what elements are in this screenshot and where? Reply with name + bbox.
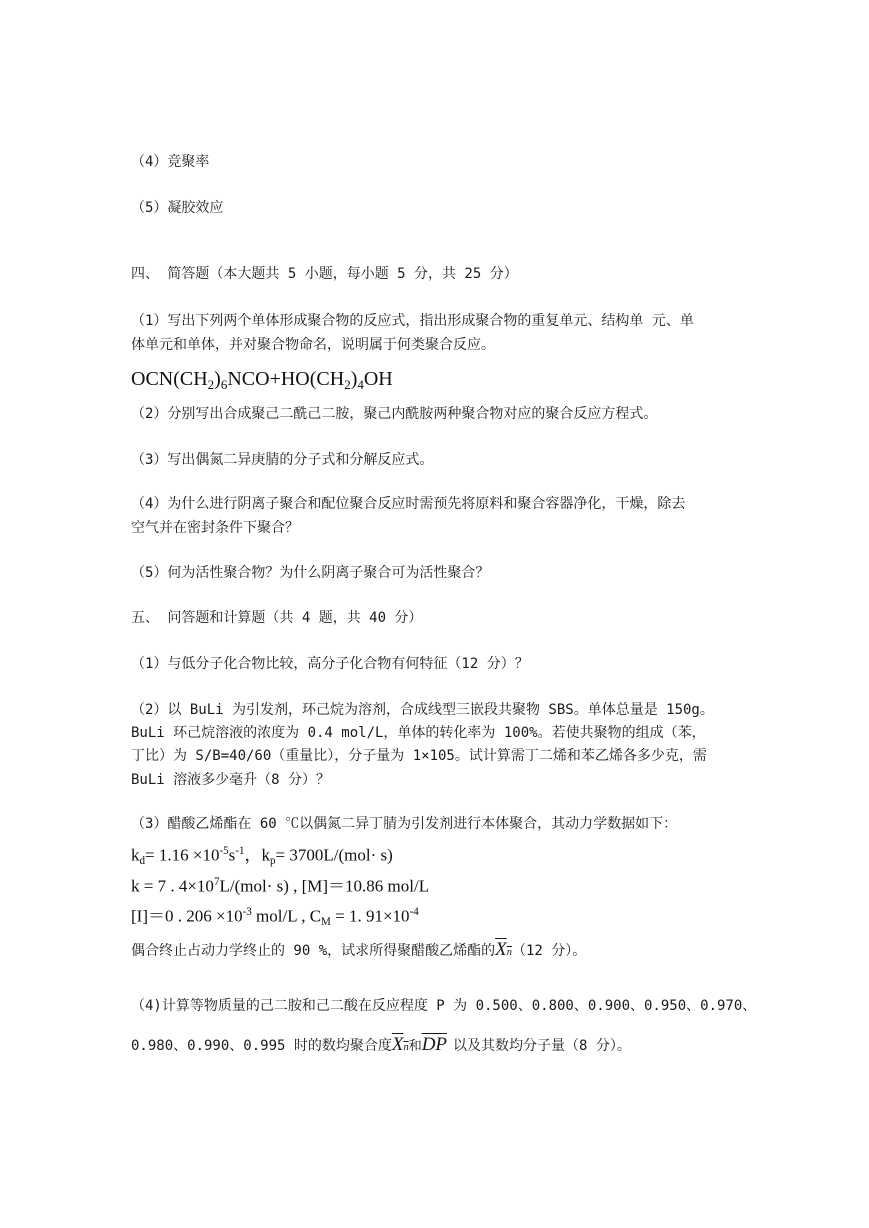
xn-symbol: Xn bbox=[495, 939, 512, 960]
problem-2-line3: 丁比）为 S/B=40/60（重量比），分子量为 1×105。试计算需丁二烯和苯乙烯各多少克，需 bbox=[131, 748, 707, 764]
problem-3-end: 偶合终止占动力学终止的 90 %，试求所得聚醋酸乙烯酯的Xn（12 分）。 bbox=[131, 939, 587, 960]
short-answer-q4-line1: （4）为什么进行阴离子聚合和配位聚合反应时需预先将原料和聚合容器净化，干燥，除去 bbox=[131, 496, 686, 512]
problem-4-line1: （4)计算等物质量的己二胺和己二酸在反应程度 P 为 0.500、0.800、0.900、0.950、0.970、 bbox=[131, 998, 757, 1014]
short-answer-q2: （2）分别写出合成聚己二酰己二胺，聚己内酰胺两种聚合物对应的聚合反应方程式。 bbox=[131, 406, 658, 422]
monomer-formula: $OCN(CH_2)_6NCO+HO(CH_2)_4OH$ bbox=[131, 368, 393, 392]
kinetic-data-k-m: k = 7 . $4\times 10^7L/(mol\cdot s)$ , [M]＝10.86 mol/L bbox=[131, 876, 430, 896]
section-5-title: 五、 问答题和计算题（共 4 题，共 40 分） bbox=[131, 610, 423, 626]
xn-symbol: Xn bbox=[391, 1034, 409, 1055]
kinetic-data-i-cm: [I]＝0 . $206 \times 10^{-3}$ mol/L , $C_M = 1$. $91\times 10^{-4}$ bbox=[131, 906, 419, 928]
problem-2-line1: （2）以 BuLi 为引发剂，环己烷为溶剂，合成线型三嵌段共聚物 SBS。单体总量是 150g。 bbox=[131, 702, 714, 718]
short-answer-q3: （3）写出偶氮二异庚腈的分子式和分解反应式。 bbox=[131, 452, 434, 468]
problem-3-line1: （3）醋酸乙烯酯在 60 ℃以偶氮二异丁腈为引发剂进行本体聚合，其动力学数据如下： bbox=[131, 816, 678, 832]
short-answer-q4-line2: 空气并在密封条件下聚合？ bbox=[131, 520, 299, 536]
section-4-title: 四、 简答题（本大题共 5 小题，每小题 5 分，共 25 分） bbox=[131, 266, 518, 282]
short-answer-q1-line1: （1）写出下列两个单体形成聚合物的反应式，指出形成聚合物的重复单元、结构单 元、单 bbox=[131, 313, 694, 329]
item-4-reactivity-ratio: （4）竞聚率 bbox=[131, 154, 210, 170]
short-answer-q5: （5）何为活性聚合物？为什么阴离子聚合可为活性聚合？ bbox=[131, 565, 490, 581]
short-answer-q1-line2: 体单元和单体，并对聚合物命名，说明属于何类聚合反应。 bbox=[131, 337, 495, 353]
problem-1: （1）与低分子化合物比较，高分子化合物有何特征（12 分）？ bbox=[131, 656, 529, 672]
item-5-gel-effect: （5）凝胶效应 bbox=[131, 200, 224, 216]
problem-2-line2: BuLi 环己烷溶液的浓度为 0.4 mol/L，单体的转化率为 100%。若使共聚物的组成（苯， bbox=[131, 725, 706, 741]
dp-symbol: $\overline{DP}$ bbox=[421, 1034, 448, 1055]
kinetic-data-kd-kp: $k_d= 1.16 \times 10^{-5}s^{-1}$，$k_p= 3700L/(mol\cdot s)$ bbox=[131, 845, 393, 867]
problem-2-line4: BuLi 溶液多少毫升（8 分）？ bbox=[131, 772, 331, 788]
problem-4-line2: 0.980、0.990、0.995 时的数均聚合度Xn和$\overline{DP}$ 以及其数均分子量（8 分）。 bbox=[131, 1034, 631, 1055]
